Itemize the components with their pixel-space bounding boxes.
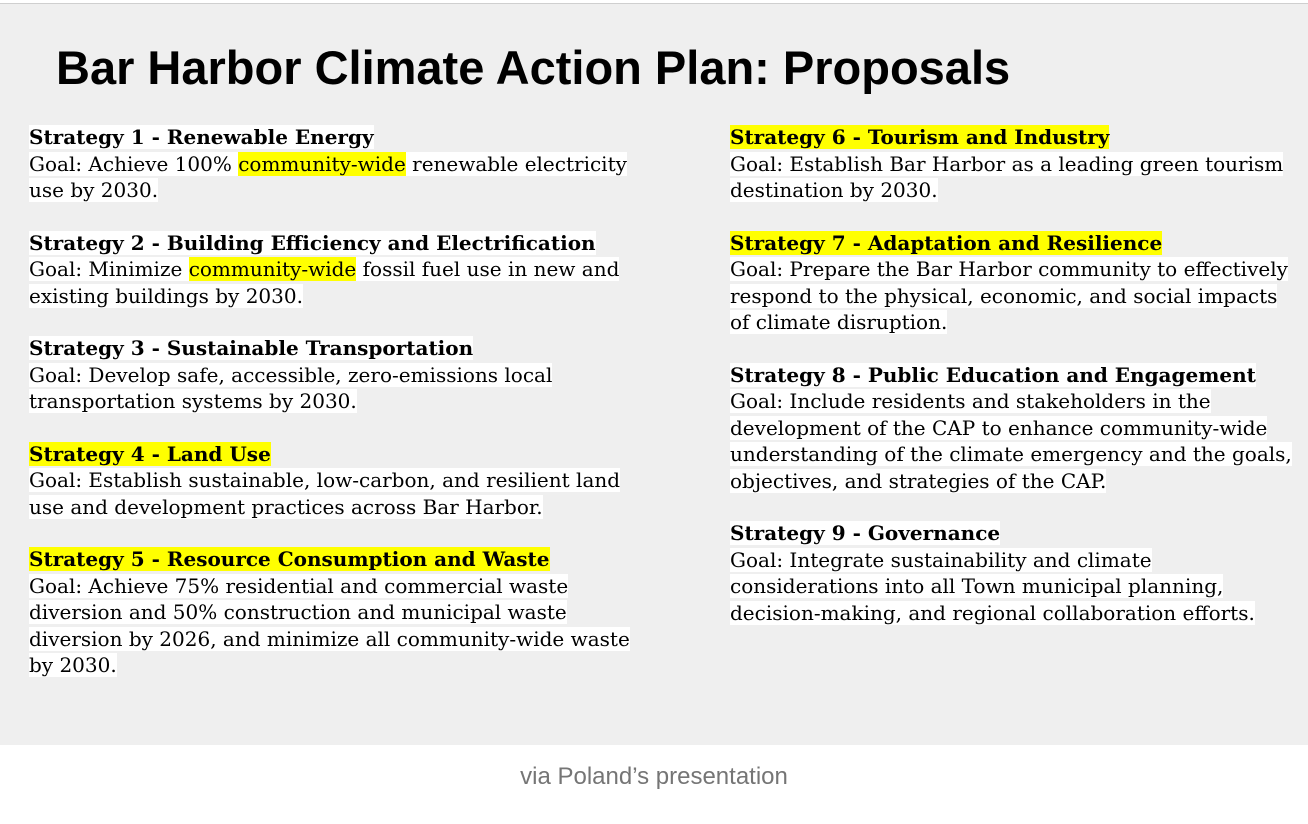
strategy-7 xyxy=(730,230,1300,336)
strategy-8-goal: Goal: Include residents and stakeholders in the development of the CAP to enhance community-wide understanding of the climate emergency and the goals, objectives, and strategies of the CAP. xyxy=(730,389,1292,493)
strategy-3 xyxy=(29,335,639,415)
strategies-right-column xyxy=(730,124,1300,652)
strategy-5 xyxy=(29,546,639,679)
strategy-1-goal: Goal: Achieve 100% community-wide renewable electricity use by 2030. xyxy=(29,151,627,202)
highlight-community-wide: community-wide xyxy=(238,151,406,176)
strategy-5-title: Strategy 5 - Resource Consumption and Waste xyxy=(29,547,550,571)
strategy-9-title: Strategy 9 - Governance xyxy=(730,521,1001,545)
strategy-9-goal: Goal: Integrate sustainability and climate considerations into all Town municipal planning, decision-making, and regional collaboration efforts. xyxy=(730,547,1255,625)
strategies-left-column xyxy=(29,124,639,705)
slide-title: Bar Harbor Climate Action Plan: Proposals xyxy=(56,41,1011,94)
strategy-7-title: Strategy 7 - Adaptation and Resilience xyxy=(730,230,1163,255)
strategy-1 xyxy=(29,124,639,204)
strategy-2-title: Strategy 2 - Building Efficiency and Electrification xyxy=(29,230,596,255)
strategy-2 xyxy=(29,230,639,310)
highlight-community-wide: community-wide xyxy=(188,257,357,281)
strategy-2-goal: Goal: Minimize community-wide fossil fuel use in new and existing buildings by 2030. xyxy=(29,257,620,308)
image-caption: via Poland’s presentation xyxy=(520,763,788,790)
strategy-3-title: Strategy 3 - Sustainable Transportation xyxy=(29,336,474,360)
strategy-9 xyxy=(730,520,1300,626)
strategy-4-title: Strategy 4 - Land Use xyxy=(29,441,271,466)
slide-image xyxy=(0,4,1308,745)
strategy-6 xyxy=(730,124,1300,204)
strategy-6-goal: Goal: Establish Bar Harbor as a leading green tourism destination by 2030. xyxy=(730,151,1284,202)
strategy-5-goal: Goal: Achieve 75% residential and commercial waste diversion and 50% construction and municipal waste diversion by 2026, and minimize all community-wide waste by 2030. xyxy=(29,573,630,677)
strategy-4 xyxy=(29,441,639,521)
strategy-7-goal: Goal: Prepare the Bar Harbor community to effectively respond to the physical, economic, and social impacts of climate disruption. xyxy=(730,257,1288,334)
strategy-6-title: Strategy 6 - Tourism and Industry xyxy=(730,125,1110,149)
strategy-8 xyxy=(730,362,1300,495)
strategy-1-title: Strategy 1 - Renewable Energy xyxy=(29,125,374,149)
strategy-3-goal: Goal: Develop safe, accessible, zero-emissions local transportation systems by 2030. xyxy=(29,362,553,413)
strategy-8-title: Strategy 8 - Public Education and Engagement xyxy=(730,362,1256,387)
strategy-4-goal: Goal: Establish sustainable, low-carbon, and resilient land use and development practices across Bar Harbor. xyxy=(29,468,621,519)
